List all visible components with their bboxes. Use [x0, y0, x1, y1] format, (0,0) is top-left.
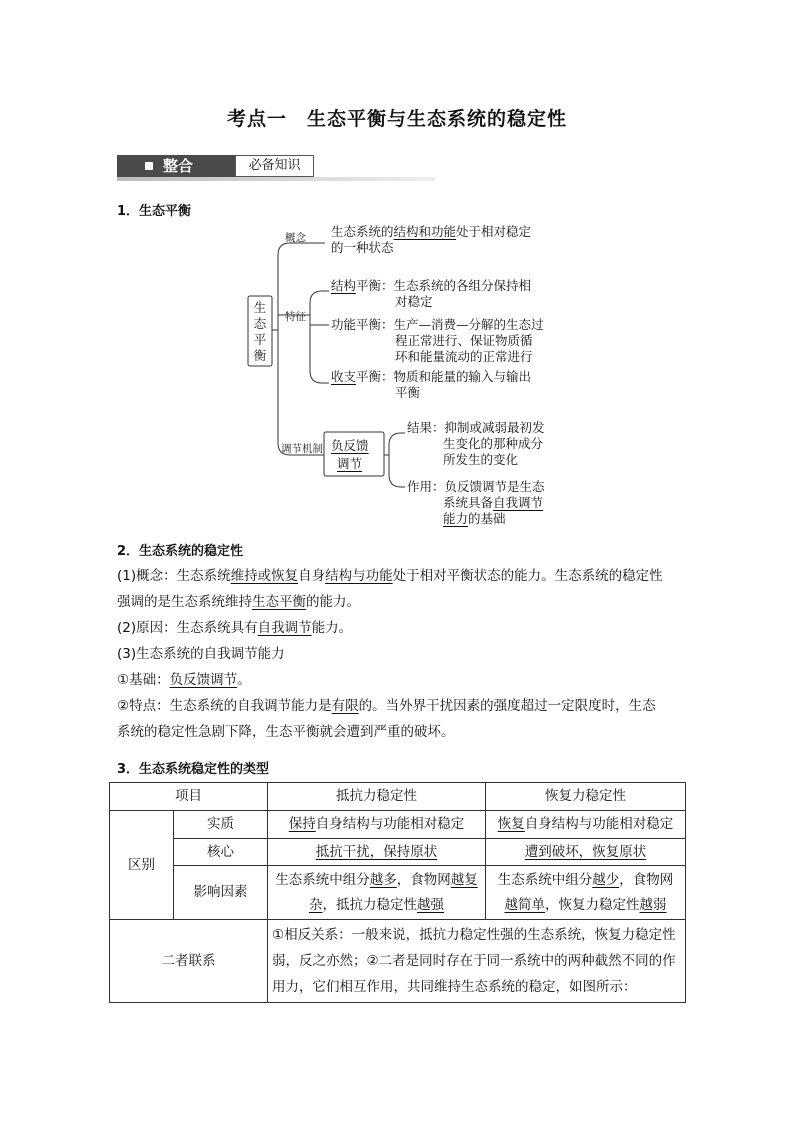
text: 的。当外界干扰因素的强度超过一定限度时，生态: [358, 698, 656, 714]
stability-table: [109, 782, 686, 1003]
text: 系统具备: [443, 495, 494, 510]
result-text: [407, 420, 545, 468]
table-row: [110, 920, 686, 1003]
s2-body: [117, 566, 697, 742]
table-cell: [486, 811, 686, 839]
table-cell: [268, 839, 486, 866]
text: (1)概念：生态系统: [117, 568, 231, 584]
underlined-text: 负反馈调节: [169, 672, 238, 688]
text: 的基础: [468, 511, 506, 526]
func-balance: [331, 317, 544, 365]
text: 生变化的那种成分: [443, 436, 544, 451]
underlined-text: 越弱: [639, 896, 667, 913]
text: 强调的是生态系统维持: [117, 594, 252, 610]
text: 程正常进行、保证物质循: [395, 333, 533, 348]
text: ①基础：: [117, 672, 170, 688]
underlined-text: 结构: [331, 278, 357, 293]
root-char: 平: [253, 332, 267, 347]
underlined-text: 遭到破坏，恢复原状: [524, 843, 647, 860]
nf-label: [331, 437, 369, 473]
s2-heading: 2．生态系统的稳定性: [117, 544, 244, 559]
text: 功能平衡：生产—消费—分解的生态过: [331, 317, 544, 332]
struct-balance: [331, 278, 531, 310]
text: 所发生的变化: [443, 452, 519, 467]
underlined-text: 越少: [592, 871, 620, 888]
underlined-text: 维持或恢复: [230, 568, 299, 584]
text: ②特点：生态系统的自我调节能力是: [117, 698, 332, 714]
th-resist: 抵抗力稳定性: [268, 783, 486, 811]
title-part2: 生态平衡与生态系统的稳定性: [307, 108, 568, 130]
text: (3)生态系统的自我调节能力: [117, 646, 285, 662]
table-row: [110, 811, 686, 839]
text: 平衡: [395, 385, 421, 400]
text: 的能力。: [306, 594, 360, 610]
table-row: [110, 866, 686, 920]
underlined-text: 收支: [331, 369, 357, 384]
table-row: [110, 839, 686, 866]
text: 能力。: [311, 620, 353, 636]
underlined-text: 自我调节: [493, 495, 544, 510]
reg-label: 调节机制: [281, 443, 323, 455]
text: 处于相对稳定: [456, 224, 532, 239]
table-cell: [486, 839, 686, 866]
underlined-text: 生态平衡: [252, 594, 306, 610]
text: 对稳定: [395, 294, 433, 309]
table-cell: [268, 866, 486, 920]
text: 生态系统中组分: [497, 871, 593, 888]
text: 自身结构与功能相对稳定: [315, 816, 465, 832]
table-cell: [486, 866, 686, 920]
link-label: 二者联系: [110, 920, 268, 1003]
text: 系统的稳定性急剧下降，生态平衡就会遭到严重的破坏。: [117, 724, 455, 740]
text: ，抵抗力稳定性: [322, 896, 417, 913]
concept-text: [331, 224, 531, 256]
text: 生态系统的: [331, 224, 394, 239]
row-label: 实质: [174, 811, 268, 839]
text: 自身结构与功能相对稳定: [524, 816, 674, 832]
s3-heading: 3．生态系统稳定性的类型: [117, 762, 270, 777]
text: 处于相对平衡状态的能力。生态系统的稳定性: [392, 568, 663, 584]
underlined-text: 结构和功能: [393, 224, 457, 239]
text: ，恢复力稳定性: [545, 896, 640, 913]
concept-label: 概念: [285, 232, 306, 244]
text: ，食物网: [619, 871, 674, 888]
mindmap-lines: [0, 0, 794, 540]
underlined-text: 有限: [331, 698, 359, 714]
root-char: 生: [253, 300, 267, 315]
underlined-text: 越简单: [504, 896, 545, 913]
underlined-text: 越强: [417, 896, 444, 913]
text: 结果：抑制或减弱最初发: [407, 420, 545, 435]
root-char: 态: [253, 316, 267, 331]
underlined-text: 恢复: [497, 816, 525, 832]
root-char: 衡: [253, 348, 267, 363]
th-recover: 恢复力稳定性: [486, 783, 686, 811]
text: 自身: [298, 568, 326, 584]
th-item: 项目: [110, 783, 268, 811]
table-cell: [268, 811, 486, 839]
text: 作用：负反馈调节是生态: [407, 479, 545, 494]
underlined-text: 负反馈: [331, 438, 369, 453]
text: 平衡：生态系统的各组分保持相: [356, 278, 532, 293]
underlined-text: 自我调节: [257, 620, 312, 636]
effect-text: [407, 479, 545, 527]
link-text: ①相反关系：一般来说，抵抗力稳定性强的生态系统，恢复力稳定性弱，反之亦然；②二者是同时存在于同一系统中的两种截然不同的作用力，它们相互作用，共同维持生态系统的稳定，如图所示：: [268, 920, 686, 1003]
text: 的一种状态: [331, 240, 394, 255]
banner-left-label: 整合: [163, 157, 194, 175]
diff-label: 区别: [110, 811, 174, 920]
banner-right: 必备知识: [235, 155, 314, 177]
underlined-text: 结构与功能: [325, 568, 393, 584]
text: ，食物网: [396, 871, 451, 888]
underlined-text: 抵抗干扰，保持原状: [315, 843, 438, 860]
root-label: [252, 300, 268, 364]
feature-label: 特征: [285, 311, 306, 323]
text: (2)原因：生态系统具有: [117, 620, 258, 636]
text: 生态系统中组分: [275, 871, 370, 888]
table-row: [110, 783, 686, 811]
s1-heading: 1．生态平衡: [117, 204, 192, 219]
underlined-text: 能力: [443, 511, 469, 526]
row-label: 核心: [174, 839, 268, 866]
underlined-text: 越多: [369, 871, 397, 888]
underlined-text: 杂: [309, 896, 323, 913]
underlined-text: 越复: [450, 871, 478, 888]
text: 平衡：物质和能量的输入与输出: [356, 369, 532, 384]
title-part1: 考点一: [226, 108, 287, 130]
underlined-text: 保持: [288, 816, 316, 832]
text: 。: [237, 672, 251, 688]
underlined-text: 调节: [337, 456, 363, 471]
text: 环和能量流动的正常进行: [395, 349, 533, 364]
income-balance: [331, 369, 531, 401]
row-label: 影响因素: [174, 866, 268, 920]
